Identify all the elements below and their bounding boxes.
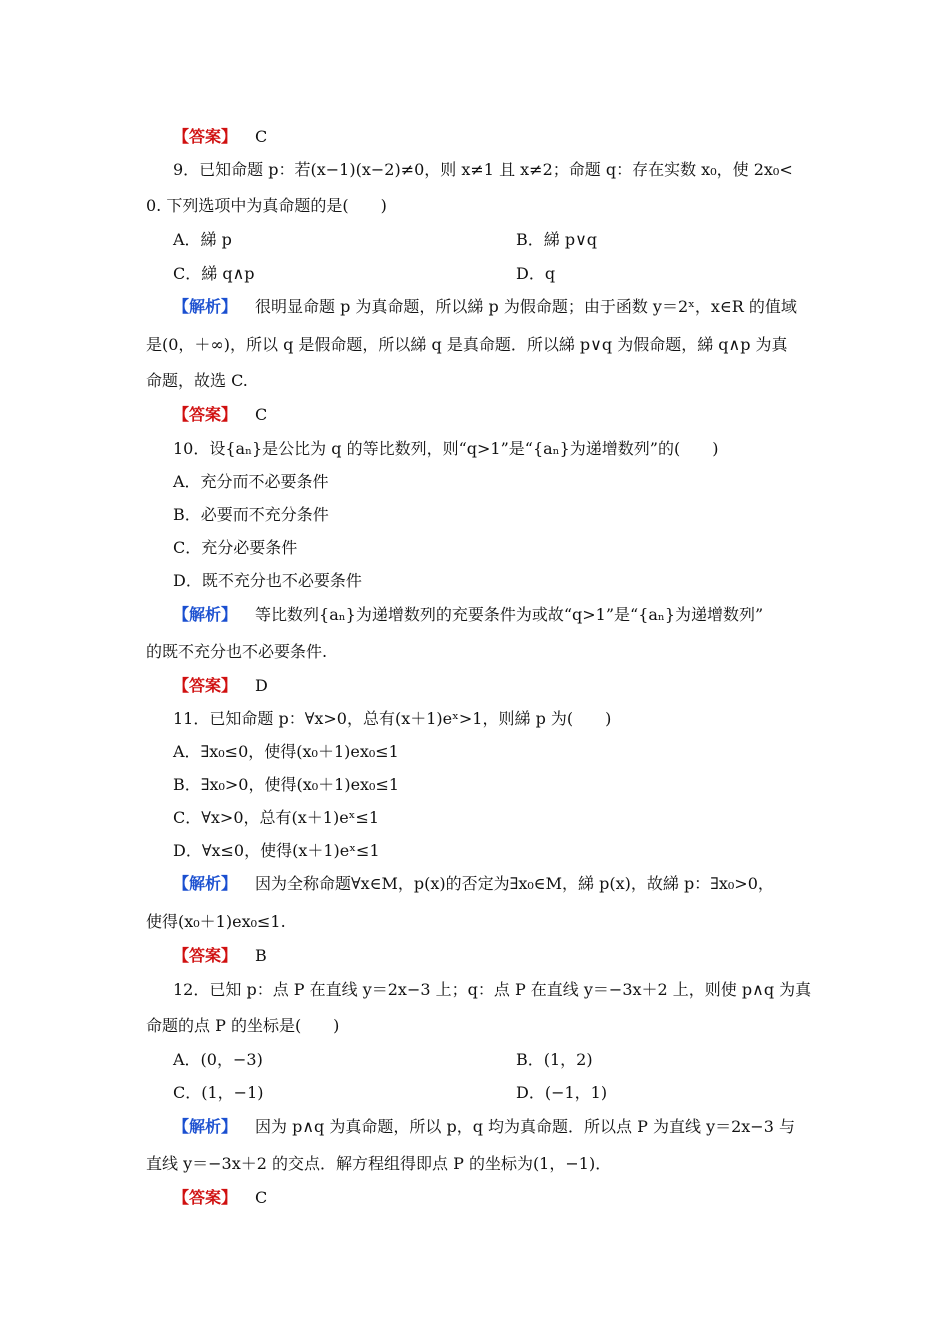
q9-explain-line2: 是(0，＋∞)，所以 q 是假命题，所以綈 q 是真命题．所以綈 p∨q 为假命题，綈 q∧p 为真 <box>146 335 788 354</box>
answer-value: C <box>255 1188 268 1207</box>
answer-tag: 【答案】 <box>173 946 238 965</box>
q9-option-b: B．綈 p∨q <box>516 230 598 249</box>
q9-stem-line2: 0. 下列选项中为真命题的是( ) <box>146 196 387 215</box>
answer-value: B <box>255 946 267 965</box>
answer-line-q8 <box>173 126 267 148</box>
q10-answer-line <box>173 675 268 697</box>
explain-tag: 【解析】 <box>173 297 238 316</box>
q12-answer-line <box>173 1187 267 1209</box>
q12-option-a: A．(0，−3) <box>173 1050 263 1069</box>
q10-option-b: B．必要而不充分条件 <box>173 505 329 524</box>
q9-explain-line1 <box>173 296 797 318</box>
q12-stem-line2: 命题的点 P 的坐标是( ) <box>146 1016 340 1035</box>
answer-value: C <box>255 127 268 146</box>
q9-explain-line3: 命题，故选 C. <box>146 371 248 390</box>
q9-option-d: D．q <box>516 264 556 283</box>
q12-stem-line1: 12．已知 p：点 P 在直线 y＝2x−3 上；q：点 P 在直线 y＝−3x＋2 上，则使 p∧q 为真 <box>173 980 812 999</box>
q12-explain-line2: 直线 y＝−3x＋2 的交点．解方程组得即点 P 的坐标为(1，−1)． <box>146 1154 612 1173</box>
q9-option-a: A．綈 p <box>173 230 232 249</box>
answer-value: C <box>255 405 268 424</box>
q12-option-d: D．(−1，1) <box>516 1083 608 1102</box>
answer-tag: 【答案】 <box>173 405 238 424</box>
q12-option-b: B．(1，2) <box>516 1050 593 1069</box>
q10-explain-line2: 的既不充分也不必要条件. <box>146 642 328 661</box>
q11-stem: 11．已知命题 p：∀x>0，总有(x＋1)eˣ>1，则綈 p 为( ) <box>173 709 612 728</box>
q10-explain-line1 <box>173 604 763 626</box>
explain-text: 很明显命题 p 为真命题，所以綈 p 为假命题；由于函数 y＝2ˣ，x∈R 的值域 <box>255 297 797 316</box>
q9-option-c: C．綈 q∧p <box>173 264 255 283</box>
explain-text: 因为 p∧q 为真命题，所以 p，q 均为真命题．所以点 P 为直线 y＝2x−3 与 <box>255 1117 795 1136</box>
q11-option-c: C．∀x>0，总有(x＋1)eˣ≤1 <box>173 808 380 827</box>
q11-option-b: B．∃x₀>0，使得(x₀＋1)ex₀≤1 <box>173 775 400 794</box>
q10-option-d: D．既不充分也不必要条件 <box>173 571 362 590</box>
explain-tag: 【解析】 <box>173 874 238 893</box>
answer-value: D <box>255 676 268 695</box>
explain-tag: 【解析】 <box>173 1117 238 1136</box>
explain-text: 等比数列{aₙ}为递增数列的充要条件为或故“q>1”是“{aₙ}为递增数列” <box>255 605 764 624</box>
answer-tag: 【答案】 <box>173 1188 238 1207</box>
explain-tag: 【解析】 <box>173 605 238 624</box>
q11-explain-line2: 使得(x₀＋1)ex₀≤1. <box>146 912 286 931</box>
q11-option-a: A．∃x₀≤0，使得(x₀＋1)ex₀≤1 <box>173 742 399 761</box>
q11-explain-line1 <box>173 873 774 895</box>
answer-tag: 【答案】 <box>173 676 238 695</box>
q12-option-c: C．(1，−1) <box>173 1083 264 1102</box>
q10-option-a: A．充分而不必要条件 <box>173 472 329 491</box>
q9-answer-line <box>173 404 267 426</box>
explain-text: 因为全称命题∀x∈M，p(x)的否定为∃x₀∈M，綈 p(x)，故綈 p：∃x₀>0， <box>255 874 774 893</box>
answer-tag: 【答案】 <box>173 127 238 146</box>
q11-answer-line <box>173 945 267 967</box>
q9-stem-line1: 9．已知命题 p：若(x−1)(x−2)≠0，则 x≠1 且 x≠2；命题 q：存在实数 x₀，使 2x₀< <box>173 160 793 179</box>
q10-stem: 10．设{aₙ}是公比为 q 的等比数列，则“q>1”是“{aₙ}为递增数列”的( ) <box>173 439 719 458</box>
q11-option-d: D．∀x≤0，使得(x＋1)eˣ≤1 <box>173 841 380 860</box>
q12-explain-line1 <box>173 1116 795 1138</box>
q10-option-c: C．充分必要条件 <box>173 538 298 557</box>
